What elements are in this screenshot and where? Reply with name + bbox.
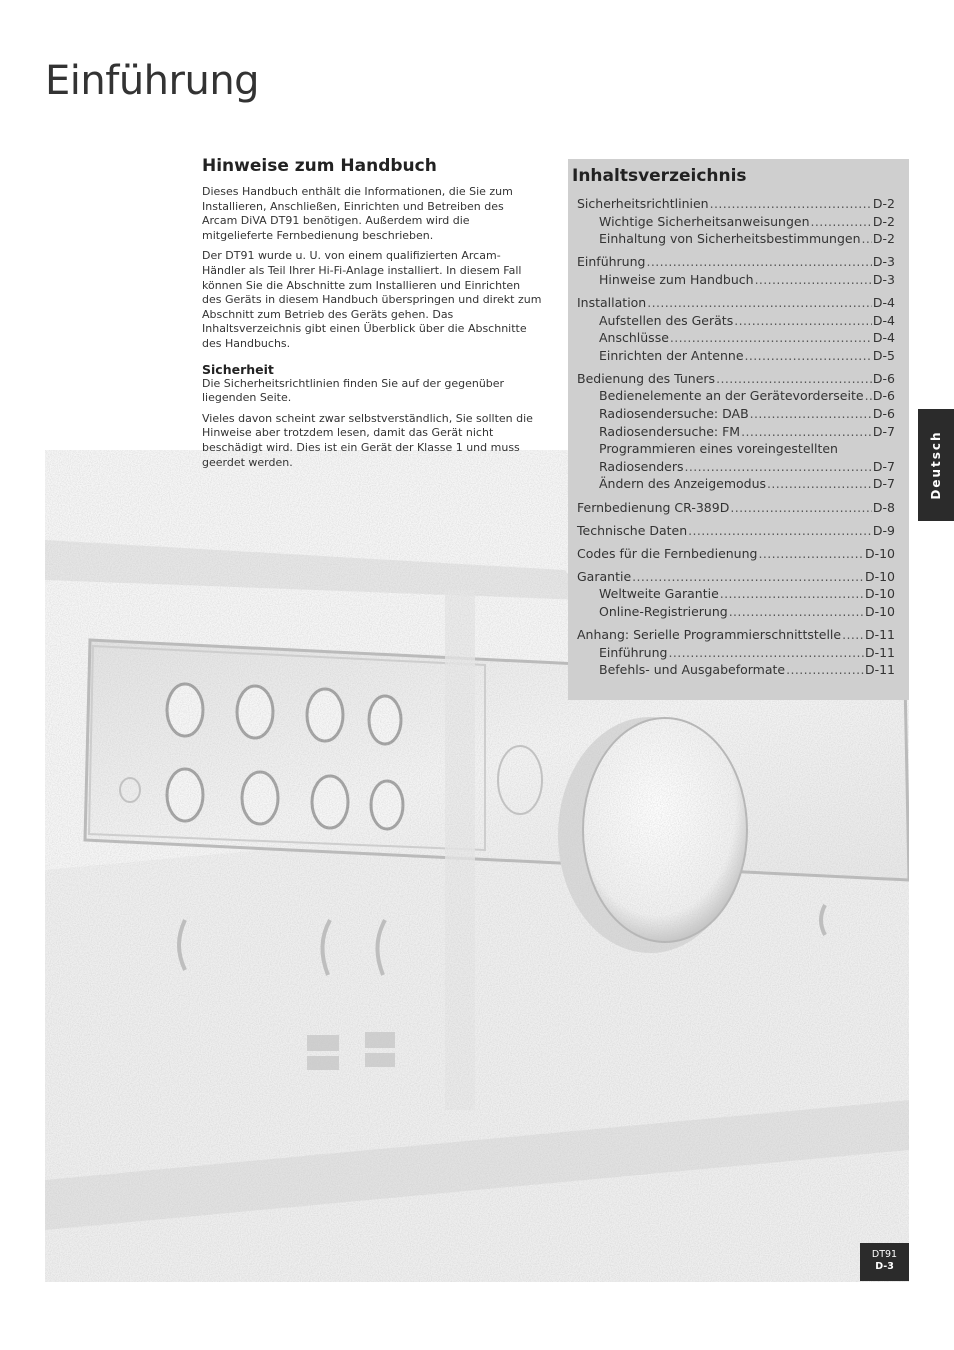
toc-entry-label: Anhang: Serielle Programmierschnittstelle bbox=[577, 627, 842, 643]
toc-dot-leader bbox=[688, 522, 872, 540]
page-title: Einführung bbox=[45, 58, 260, 104]
toc-entry bbox=[577, 626, 895, 644]
toc-subentry bbox=[577, 644, 895, 662]
toc-dot-leader bbox=[730, 499, 872, 517]
toc-dot-leader bbox=[670, 329, 872, 347]
toc-entry-page: D-10 bbox=[864, 603, 895, 619]
toc-dot-leader bbox=[646, 253, 871, 271]
toc-heading: Inhaltsverzeichnis bbox=[572, 166, 747, 186]
toc-dot-leader bbox=[786, 661, 864, 679]
toc-dot-leader bbox=[710, 195, 872, 213]
page-badge bbox=[860, 1243, 909, 1281]
toc-group bbox=[577, 626, 895, 679]
toc-subentry bbox=[577, 213, 895, 231]
toc-entry-page: D-10 bbox=[864, 545, 895, 561]
toc-entry-page: D-11 bbox=[864, 644, 895, 660]
section-heading: Hinweise zum Handbuch bbox=[202, 156, 437, 176]
toc-entry-label: Sicherheitsrichtlinien bbox=[577, 196, 709, 211]
toc-entry-page: D-2 bbox=[872, 196, 895, 211]
toc-dot-leader bbox=[755, 271, 872, 289]
toc-subentry bbox=[577, 387, 895, 405]
toc-entry-page: D-3 bbox=[872, 254, 895, 270]
toc-entry bbox=[577, 253, 895, 271]
toc-subentry bbox=[577, 458, 895, 476]
toc-subentry bbox=[577, 312, 895, 330]
language-tab bbox=[918, 409, 954, 521]
toc-entry-page: D-6 bbox=[872, 370, 895, 386]
toc-dot-leader bbox=[811, 213, 872, 231]
toc-entry-label: Technische Daten bbox=[577, 522, 688, 538]
toc-entry-label: Weltweite Garantie bbox=[599, 586, 719, 602]
intro-paragraph: Dieses Handbuch enthält die Informationen, die Sie zum Installieren, Anschließen, Einrichten und Betreiben des Arcam DiVA DT91 benötigen. Außerdem wird die mitgelieferte Fernbedienung beschrieben. bbox=[202, 185, 513, 242]
toc-entry bbox=[577, 294, 895, 312]
toc-dot-leader bbox=[632, 568, 864, 586]
intro-paragraph: Der DT91 wurde u. U. von einem qualifizierten Arcam-Händler als Teil Ihrer Hi-Fi-Anlage installiert. In diesem Fall können Sie die Abschnitte zum Installieren und Einrichten des Geräts in diesem Handbuch überspringen und direkt zum Abschnitt zum Betrieb des Geräts gehen. Das Inhaltsverzeichnis gibt einen Überblick über die Abschnitte des Handbuchs. bbox=[202, 249, 542, 350]
toc-dot-leader bbox=[750, 405, 872, 423]
toc-entry-page: D-11 bbox=[864, 627, 895, 643]
toc-dot-leader bbox=[745, 347, 872, 365]
toc-dot-leader bbox=[842, 626, 864, 644]
toc-entry-page: D-7 bbox=[872, 476, 895, 492]
toc-group bbox=[577, 522, 895, 540]
toc-entry-page: D-2 bbox=[872, 231, 895, 247]
toc-entry-page: D-3 bbox=[872, 271, 895, 287]
toc-entry-label: Fernbedienung CR-389D bbox=[577, 499, 730, 515]
toc-entry-label: Bedienelemente an der Gerätevorderseite bbox=[599, 388, 864, 404]
toc-dot-leader bbox=[668, 644, 863, 662]
toc-group bbox=[577, 294, 895, 364]
toc-dot-leader bbox=[685, 458, 872, 476]
toc-entry-page: D-4 bbox=[872, 294, 895, 310]
safety-heading: Sicherheit bbox=[202, 361, 274, 377]
toc-entry-page: D-6 bbox=[872, 406, 895, 422]
toc-entry-label: Bedienung des Tuners bbox=[577, 370, 716, 386]
model-label: DT91 bbox=[871, 1249, 898, 1260]
toc-entry-page: D-11 bbox=[864, 662, 895, 678]
toc-entry-page: D-4 bbox=[872, 312, 895, 328]
toc-entry-page: D-7 bbox=[872, 423, 895, 439]
toc-entry-label: Codes für die Fernbedienung bbox=[577, 545, 758, 561]
toc-entry-label: Garantie bbox=[577, 568, 632, 584]
toc-entry-label: Einrichten der Antenne bbox=[599, 347, 744, 363]
toc-entry bbox=[577, 545, 895, 563]
toc-dot-leader bbox=[741, 423, 872, 441]
toc-entry-label: Befehls- und Ausgabeformate bbox=[599, 662, 786, 678]
toc-subentry bbox=[577, 585, 895, 603]
toc-entry-label: Programmieren eines voreingestellten bbox=[599, 441, 838, 457]
toc-group bbox=[577, 195, 895, 248]
toc-entry-label: Ändern des Anzeigemodus bbox=[599, 476, 767, 492]
toc-dot-leader bbox=[716, 370, 872, 388]
toc-group bbox=[577, 545, 895, 563]
toc-dot-leader bbox=[767, 475, 872, 493]
toc-entry bbox=[577, 522, 895, 540]
toc-entry-page: D-7 bbox=[872, 458, 895, 474]
toc-entry-label: Aufstellen des Geräts bbox=[599, 312, 734, 328]
intro-section bbox=[202, 155, 542, 476]
toc-entry bbox=[577, 499, 895, 517]
toc-entry bbox=[577, 568, 895, 586]
toc-entry-label: Wichtige Sicherheitsanweisungen bbox=[599, 213, 810, 229]
toc-entry bbox=[577, 195, 895, 213]
toc-entry-label: Radiosenders bbox=[599, 458, 684, 474]
toc-entry-label: Einführung bbox=[599, 644, 668, 660]
toc-dot-leader bbox=[758, 545, 863, 563]
language-tab-label: Deutsch bbox=[929, 430, 943, 500]
toc-group bbox=[577, 370, 895, 493]
toc-subentry bbox=[577, 440, 895, 458]
toc-dot-leader bbox=[720, 585, 864, 603]
toc-subentry bbox=[577, 475, 895, 493]
toc-entry-page: D-10 bbox=[864, 568, 895, 584]
toc-subentry bbox=[577, 329, 895, 347]
toc-entry-page: D-4 bbox=[872, 330, 895, 346]
toc-entry-page: D-2 bbox=[872, 213, 895, 229]
toc-subentry bbox=[577, 405, 895, 423]
toc-subentry bbox=[577, 271, 895, 289]
toc-group bbox=[577, 568, 895, 621]
toc-dot-leader bbox=[862, 230, 872, 248]
toc-entry-page: D-10 bbox=[864, 586, 895, 602]
safety-paragraph: Vieles davon scheint zwar selbstverständlich, Sie sollten die Hinweise aber trotzdem lesen, damit das Gerät nicht beschädigt wird. Dies ist ein Gerät der Klasse 1 und muss geerdet werden. bbox=[202, 411, 533, 469]
toc-group bbox=[577, 499, 895, 517]
toc-entry-page: D-5 bbox=[872, 347, 895, 363]
safety-paragraph: Die Sicherheitsrichtlinien finden Sie auf der gegenüber liegenden Seite. bbox=[202, 376, 505, 405]
toc-subentry bbox=[577, 661, 895, 679]
toc-entry-label: Einführung bbox=[577, 254, 646, 270]
toc-entry-label: Online-Registrierung bbox=[599, 603, 728, 619]
toc-dot-leader bbox=[729, 603, 864, 621]
table-of-contents bbox=[568, 159, 909, 700]
toc-entry-label: Anschlüsse bbox=[599, 330, 669, 346]
toc-entry bbox=[577, 370, 895, 388]
toc-subentry bbox=[577, 347, 895, 365]
toc-dot-leader bbox=[865, 387, 872, 405]
page-number: D-3 bbox=[875, 1261, 894, 1272]
toc-entries bbox=[577, 195, 895, 679]
toc-entry-label: Einhaltung von Sicherheitsbestimmungen bbox=[599, 231, 861, 247]
toc-dot-leader bbox=[734, 312, 872, 330]
toc-subentry bbox=[577, 603, 895, 621]
toc-entry-label: Installation bbox=[577, 294, 647, 310]
toc-entry-page: D-8 bbox=[872, 499, 895, 515]
toc-entry-label: Radiosendersuche: FM bbox=[599, 423, 741, 439]
toc-entry-label: Radiosendersuche: DAB bbox=[599, 406, 749, 422]
toc-entry-page: D-9 bbox=[872, 522, 895, 538]
toc-subentry bbox=[577, 230, 895, 248]
toc-group bbox=[577, 253, 895, 288]
toc-dot-leader bbox=[647, 294, 872, 312]
toc-entry-page: D-6 bbox=[872, 388, 895, 404]
toc-entry-label: Hinweise zum Handbuch bbox=[599, 271, 754, 287]
toc-subentry bbox=[577, 423, 895, 441]
